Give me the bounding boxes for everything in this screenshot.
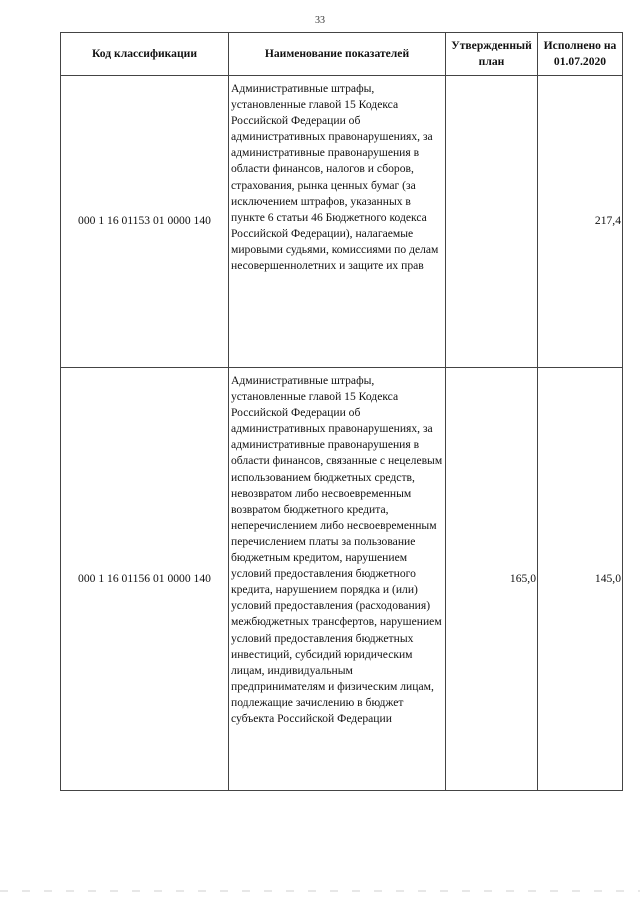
budget-table xyxy=(60,32,623,791)
row-plan xyxy=(446,76,538,368)
row-plan: 165,0 xyxy=(446,368,538,791)
table-row xyxy=(61,368,623,791)
row-done: 145,0 xyxy=(538,368,623,791)
row-name: Административные штрафы, установленные главой 15 Кодекса Российской Федерации об административных правонарушениях, за административные правонарушения в области финансов, связанные с нецелевым использованием бюджетных средств, невозвратом либо несвоевременным возвратом бюджетного кредита, неперечислением либо несвоевременным перечислением платы за пользование бюджетным кредитом, нарушением условий предоставления бюджетного кредита, нарушением порядка и (или) условий предоставления (расходования) межбюджетных трансфертов, нарушением условий предоставления бюджетных инвестиций, субсидий юридическим лицам, индивидуальным предпринимателям и физическим лицам, подлежащие зачислению в бюджет субъекта Российской Федерации xyxy=(229,368,446,791)
page-number: 33 xyxy=(315,15,325,26)
header-done: Исполнено на 01.07.2020 xyxy=(538,33,623,76)
row-name: Административные штрафы, установленные главой 15 Кодекса Российской Федерации об административных правонарушениях, за административные правонарушения в области финансов, налогов и сборов, страхования, рынка ценных бумаг (за исключением штрафов, указанных в пункте 6 статьи 46 Бюджетного кодекса Российской Федерации), налагаемые мировыми судьями, комиссиями по делам несовершеннолетних и защите их прав xyxy=(229,76,446,368)
row-code: 000 1 16 01156 01 0000 140 xyxy=(61,368,229,791)
row-code: 000 1 16 01153 01 0000 140 xyxy=(61,76,229,368)
row-done: 217,4 xyxy=(538,76,623,368)
header-code: Код классификации xyxy=(61,33,229,76)
header-name: Наименование показателей xyxy=(229,33,446,76)
table-row xyxy=(61,76,623,368)
table-header-row xyxy=(61,33,623,76)
header-plan: Утвержденный план xyxy=(446,33,538,76)
scan-artifact-line xyxy=(0,890,640,892)
